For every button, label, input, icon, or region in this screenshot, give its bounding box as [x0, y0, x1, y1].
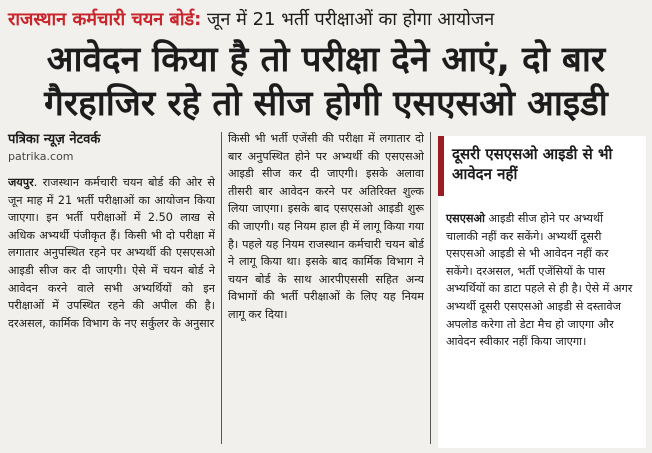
kicker-separator: :	[194, 9, 202, 30]
site-name: patrika.com	[8, 150, 74, 163]
kicker-rest: जून में 21 भर्ती परीक्षाओं का होगा आयोजन	[201, 9, 495, 30]
article-column-2	[228, 130, 424, 446]
sidebar-lead-word: एसएसओ	[446, 212, 485, 225]
kicker-board: राजस्थान कर्मचारी चयन बोर्ड	[8, 9, 195, 30]
sidebar-body	[446, 210, 638, 351]
headline-line-1: आवेदन किया है तो परीक्षा देने आएं, दो बार	[46, 40, 606, 80]
sidebar-accent-bar	[438, 136, 444, 196]
column-2-text: किसी भी भर्ती एजेंसी की परीक्षा में लगातार दो बार अनुपस्थित होने पर अभ्यर्थी की एसएसओ आइडी सीज कर दी जाएगी। इसके अलावा तीसरी बार आवेदन करने पर अतिरिक्त शुल्क लिया जाएगा। इसके बाद एसएसओ आइडी शुरू की जाएगी। यह नियम हाल ही में लागू किया गया है। पहले यह नियम राजस्थान कर्मचारी चयन बोर्ड ने लागू किया था। इसके बाद कार्मिक विभाग ने चयन बोर्ड के साथ आरपीएससी सहित अन्य विभागों की भर्ती परीक्षाओं के लिए यह नियम लागू कर दिया।	[228, 132, 424, 321]
article-column-1	[8, 174, 215, 446]
dateline: जयपुर	[8, 176, 34, 189]
sidebar-title: दूसरी एसएसओ आइडी से भी आवेदन नहीं	[452, 145, 613, 183]
byline: पत्रिका न्यूज़ नेटवर्क	[8, 132, 101, 147]
column-divider-1	[221, 132, 222, 444]
headline-line-2: गैरहाजिर रहे तो सीज होगी एसएसओ आइडी	[44, 84, 608, 124]
kicker-line	[8, 6, 644, 34]
sidebar-box	[438, 136, 646, 448]
sidebar-text: आइडी सीज होने पर अभ्यर्थी चालाकी नहीं कर सकेंगे। अभ्यर्थी दूसरी एसएसओ आइडी से भी आवेदन नहीं कर सकेंगे। दरअसल, भर्ती एजेंसियों के पास अभ्यर्थियों का डाटा पहले से ही है। ऐसे में अगर अभ्यर्थी दूसरी एसएसओ आइडी से दस्तावेज अपलोड करेगा तो डेटा मैच हो जाएगा और आवेदन स्वीकार नहीं किया जाएगा।	[446, 212, 633, 349]
column-1-text: . राजस्थान कर्मचारी चयन बोर्ड की ओर से जून माह में 21 भर्ती परीक्षाओं का आयोजन किया जाएगा। इन भर्ती परीक्षाओं में 2.50 लाख से अधिक अभ्यर्थी पंजीकृत हैं। किसी भी दो परीक्षा में लगातार अनुपस्थित रहने पर अभ्यर्थी की एसएसओ आइडी सीज कर दी जाएगी। ऐसे में चयन बोर्ड ने आवेदन करने वाले सभी अभ्यर्थियों को इन परीक्षाओं में उपस्थित रहने की अपील की है। दरअसल, कार्मिक विभाग के नए सर्कुलर के अनुसार	[8, 176, 215, 330]
column-divider-2	[430, 132, 431, 444]
